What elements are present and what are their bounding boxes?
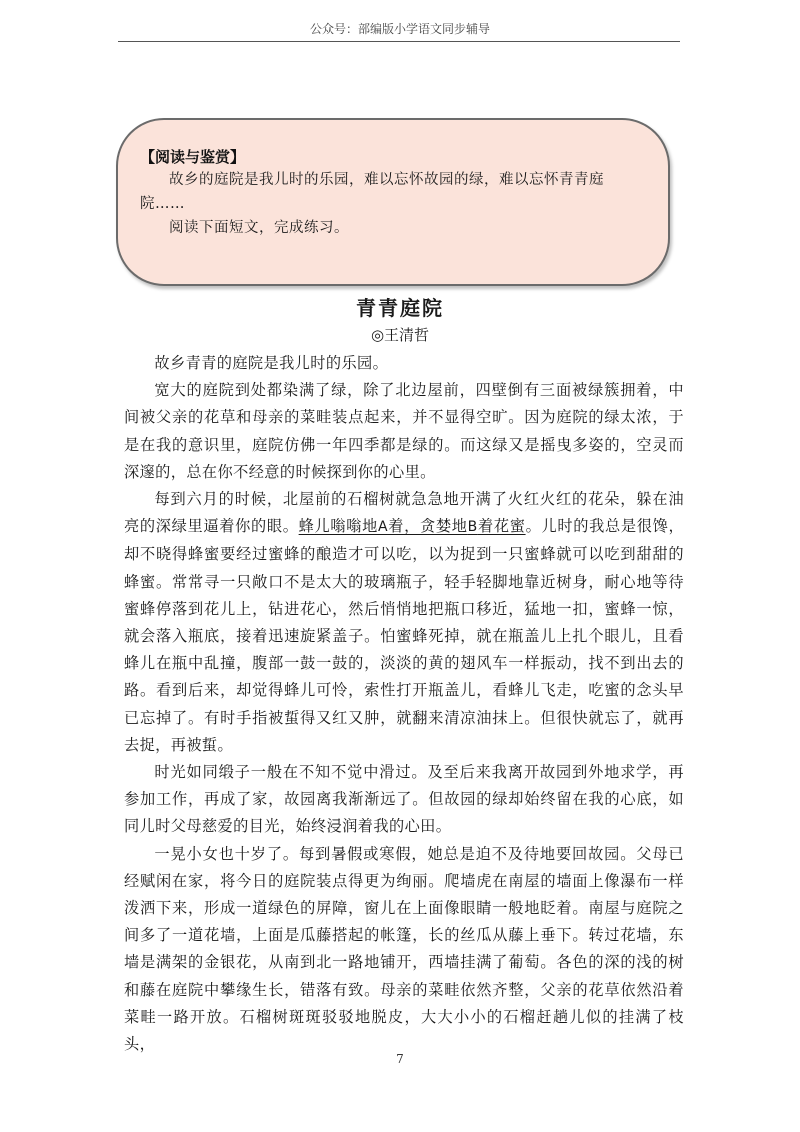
paragraph-4: 时光如同缎子一般在不知不觉中滑过。及至后来我离开故园到外地求学，再参加工作，再成了家，故园离我渐渐远了。但故园的绿却始终留在我的心底，如同儿时父母慈爱的目光，始终浸润着我的心田。 <box>124 763 684 836</box>
underlined-part-2: 着，贪婪地 <box>387 517 468 536</box>
article-title: 青青庭院 <box>356 296 444 320</box>
article-body <box>124 350 684 1058</box>
underlined-part-1: 蜂儿嗡嗡地 <box>298 517 378 536</box>
blank-a-marker: A <box>378 519 388 536</box>
blank-b-marker: B <box>467 519 478 536</box>
paragraph-3-start: 每到六月的时候，北屋前的石榴树就急急地开满了火红火红的花朵，躲在油亮的深绿里逼着你的眼。 <box>124 490 684 536</box>
intro-instruction: 阅读下面短文，完成练习。 <box>169 220 349 236</box>
header-rule <box>118 41 680 42</box>
intro-text: 故乡的庭院是我儿时的乐园，难以忘怀故园的绿，难以忘怀青青庭院…… <box>140 172 604 212</box>
article-author: ◎王清哲 <box>370 326 430 344</box>
paragraph-2: 宽大的庭院到处都染满了绿，除了北边屋前，四壁倒有三面被绿簇拥着，中间被父亲的花草和母亲的菜畦装点起来，并不显得空旷。因为庭院的绿太浓，于是在我的意识里，庭院仿佛一年四季都是绿的。而这绿又是摇曳多姿的，空灵而深邃的，总在你不经意的时候探到你的心里。 <box>124 381 684 481</box>
intro-heading: 【阅读与鉴赏】 <box>140 148 246 166</box>
underlined-sentence <box>299 517 526 535</box>
page-header: 公众号：部编版小学语文同步辅导 <box>309 22 490 36</box>
underlined-part-3: 着花蜜 <box>477 517 526 536</box>
intro-box <box>116 118 670 286</box>
paragraph-5: 一晃小女也十岁了。每到暑假或寒假，她总是迫不及待地要回故园。父母已经赋闲在家，将今日的庭院装点得更为绚丽。爬墙虎在南屋的墙面上像瀑布一样泼洒下来，形成一道绿色的屏障，窗儿在上面像眼睛一般地眨着。南屋与庭院之间多了一道花墙，上面是瓜藤搭起的帐篷，长的丝瓜从藤上垂下。转过花墙，东墙是满架的金银花，从南到北一路地铺开，西墙挂满了葡萄。各色的深的浅的树和藤在庭院中攀缘生长，错落有致。母亲的菜畦依然齐整，父亲的花草依然沿着菜畦一路开放。石榴树斑斑驳驳地脱皮，大大小小的石榴赶趟儿似的挂满了枝头， <box>124 844 684 1054</box>
paragraph-3 <box>124 486 684 759</box>
paragraph-1: 故乡青青的庭院是我儿时的乐园。 <box>154 354 389 372</box>
page-number: 7 <box>396 1052 404 1066</box>
paragraph-3-end: 。儿时的我总是很馋，却不晓得蜂蜜要经过蜜蜂的酿造才可以吃，以为捉到一只蜜蜂就可以吃到甜甜的蜂蜜。常常寻一只敞口不是太大的玻璃瓶子，轻手轻脚地靠近树身，耐心地等待蜜蜂停落到花儿上，钻进花心，然后悄悄地把瓶口移近，猛地一扣，蜜蜂一惊，就会落入瓶底，接着迅速旋紧盖子。怕蜜蜂死掉，就在瓶盖儿上扎个眼儿，且看蜂儿在瓶中乱撞，腹部一鼓一鼓的，淡淡的黄的翅风车一样振动，找不到出去的路。看到后来，却觉得蜂儿可怜，索性打开瓶盖儿，看蜂儿飞走，吃蜜的念头早已忘掉了。有时手指被蜇得又红又肿，就翻来清凉油抹上。但很快就忘了，就再去捉，再被蜇。 <box>124 517 685 754</box>
